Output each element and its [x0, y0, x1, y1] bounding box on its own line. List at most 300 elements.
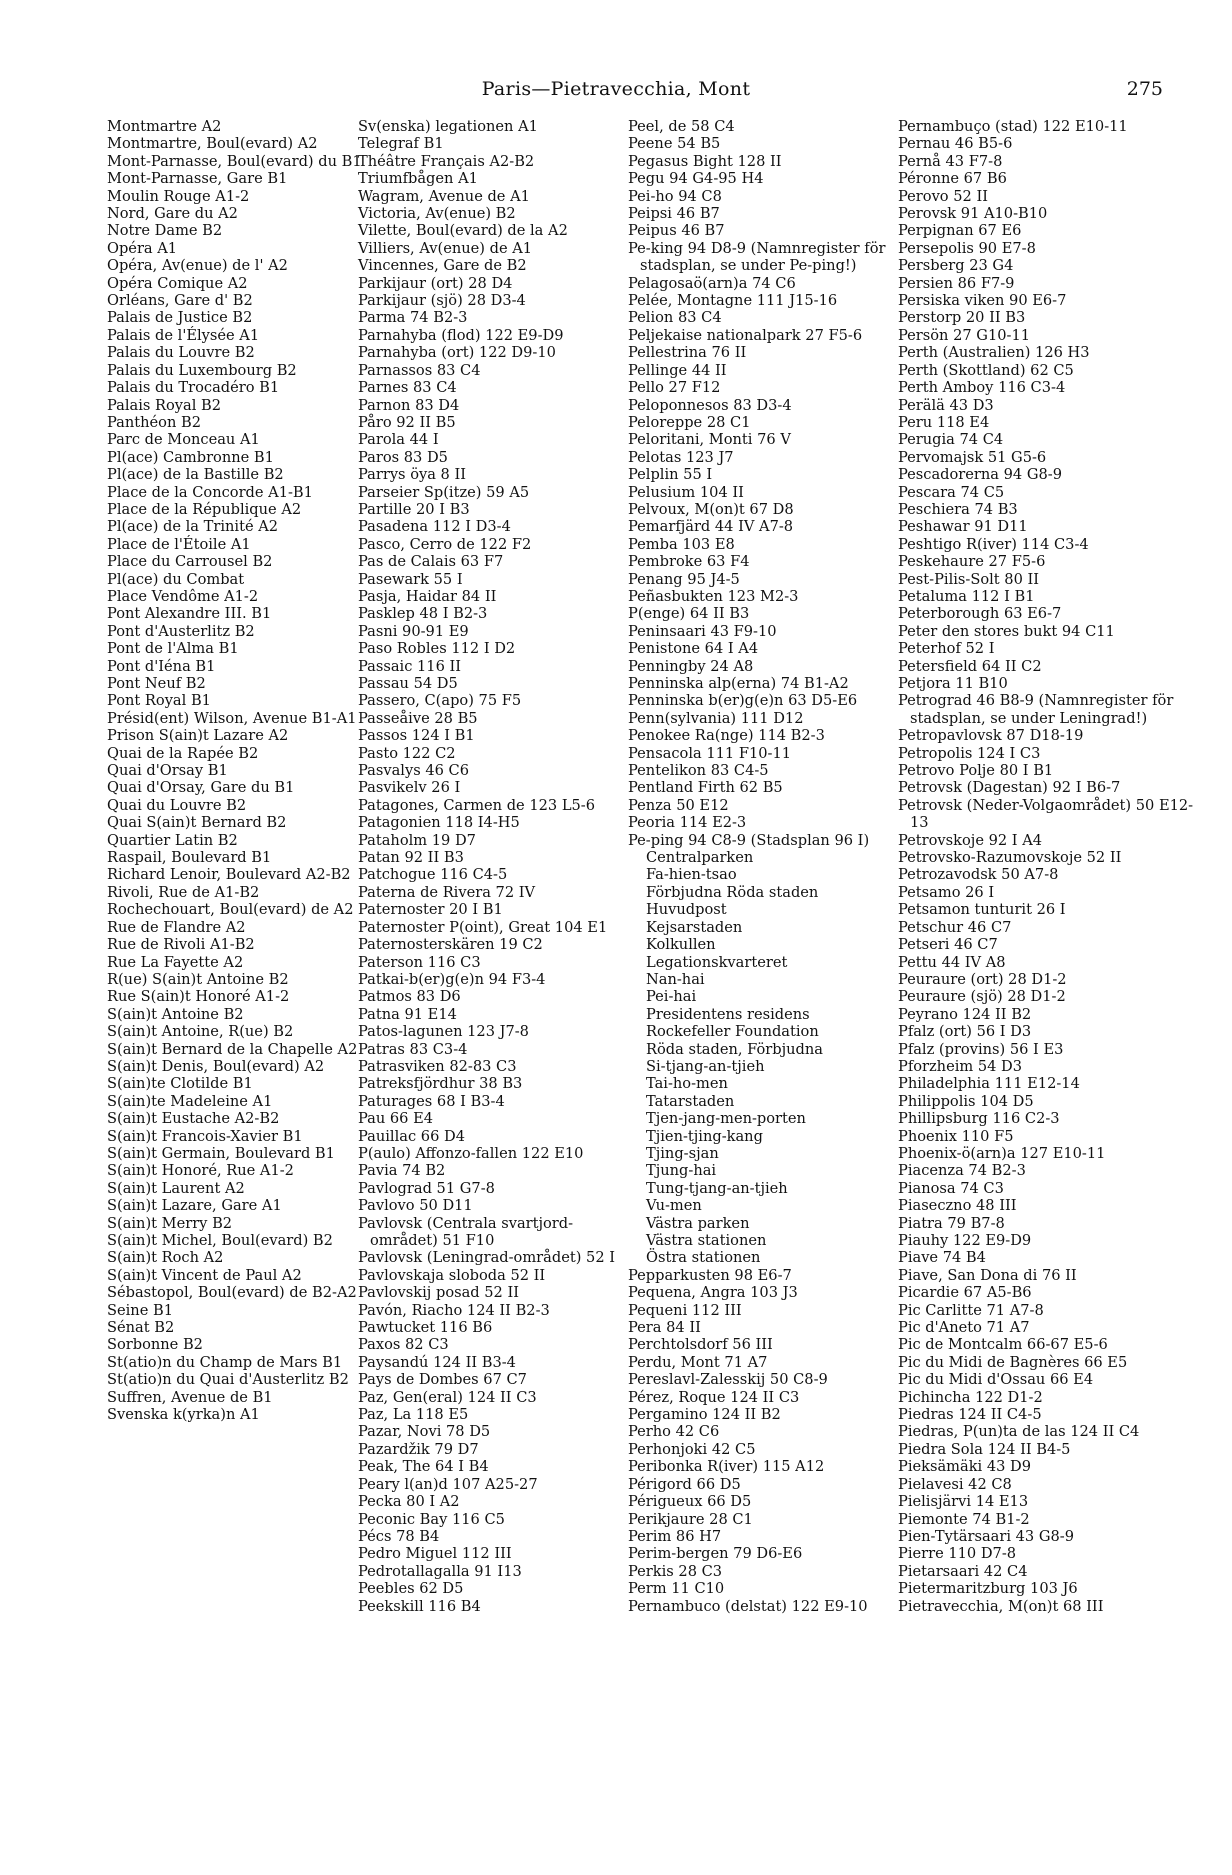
index-entry: Pembroke 63 F4 — [628, 553, 750, 571]
index-entry: Persön 27 G10-11 — [898, 326, 1031, 344]
index-entry: Perugia 74 C4 — [898, 431, 1004, 449]
index-entry: Rockefeller Foundation — [646, 1023, 819, 1041]
index-entry: Pfalz (provins) 56 I E3 — [898, 1040, 1064, 1058]
index-entry: Parnahyba (flod) 122 E9-D9 — [358, 326, 564, 344]
index-entry: S(ain)t Eustache A2-B2 — [107, 1110, 280, 1128]
index-entry: Pavlovo 50 D11 — [358, 1197, 473, 1215]
index-entry: Pasvikelv 26 I — [358, 779, 461, 797]
index-entry: Peconic Bay 116 C5 — [358, 1510, 505, 1528]
index-entry: Peloritani, Monti 76 V — [628, 431, 791, 449]
index-entry: Sénat B2 — [107, 1319, 175, 1337]
index-entry: Petsamo 26 I — [898, 883, 995, 901]
index-entry: Telegraf B1 — [358, 135, 444, 153]
index-entry: Kejsarstaden — [646, 918, 743, 936]
index-entry: Phoenix-ö(arn)a 127 E10-11 — [898, 1144, 1106, 1162]
index-entry: Perovsk 91 A10-B10 — [898, 205, 1048, 223]
index-entry: Pecka 80 I A2 — [358, 1493, 460, 1511]
index-entry: Pasklep 48 I B2-3 — [358, 605, 488, 623]
index-entry: Pest-Pilis-Solt 80 II — [898, 570, 1040, 588]
index-entry: Paysandú 124 II B3-4 — [358, 1353, 516, 1371]
index-entry: Pielisjärvi 14 E13 — [898, 1493, 1029, 1511]
index-entry: Patrasviken 82-83 C3 — [358, 1057, 517, 1075]
index-entry: Paturages 68 I B3-4 — [358, 1092, 505, 1110]
index-entry: Piatra 79 B7-8 — [898, 1214, 1005, 1232]
index-entry: Pei-ho 94 C8 — [628, 187, 722, 205]
index-entry: St(atio)n du Quai d'Austerlitz B2 — [107, 1371, 349, 1389]
index-entry: Perth Amboy 116 C3-4 — [898, 379, 1066, 397]
index-entry: Petsamon tunturit 26 I — [898, 901, 1066, 919]
index-entry: Peñasbukten 123 M2-3 — [628, 587, 799, 605]
index-entry: Patos-lagunen 123 J7-8 — [358, 1023, 529, 1041]
index-entry: Pelplin 55 I — [628, 466, 713, 484]
index-entry: Philadelphia 111 E12-14 — [898, 1075, 1080, 1093]
index-entry: Penokee Ra(nge) 114 B2-3 — [628, 727, 825, 745]
index-entry: Paz, La 118 E5 — [358, 1406, 469, 1424]
index-entry: Perovo 52 II — [898, 187, 988, 205]
index-entry: Perstorp 20 II B3 — [898, 309, 1026, 327]
index-entry: Piacenza 74 B2-3 — [898, 1162, 1026, 1180]
index-entry: Penang 95 J4-5 — [628, 570, 740, 588]
index-entry: Pataholm 19 D7 — [358, 831, 476, 849]
index-entry: Perälä 43 D3 — [898, 396, 994, 414]
index-entry: Prison S(ain)t Lazare A2 — [107, 727, 289, 745]
index-entry: Petjora 11 B10 — [898, 675, 1008, 692]
index-entry: Pettu 44 IV A8 — [898, 953, 1006, 971]
index-entry: Passero, C(apo) 75 F5 — [358, 692, 522, 710]
index-entry: Palais de l'Élysée A1 — [107, 326, 260, 344]
index-entry: Penninska b(er)g(e)n 63 D5-E6 — [628, 692, 858, 710]
index-entry: Quai S(ain)t Bernard B2 — [107, 814, 287, 832]
index-entry: Phoenix 110 F5 — [898, 1127, 1014, 1145]
index-entry: Perdu, Mont 71 A7 — [628, 1353, 768, 1371]
index-entry: S(ain)t Honoré, Rue A1-2 — [107, 1162, 294, 1180]
index-entry: Pont d'Austerlitz B2 — [107, 622, 255, 640]
index-entry: Paxos 82 C3 — [358, 1336, 449, 1354]
index-entry: Pavón, Riacho 124 II B2-3 — [358, 1301, 550, 1319]
index-entry: Pic du Midi de Bagnères 66 E5 — [898, 1353, 1128, 1371]
index-entry: Pietarsaari 42 C4 — [898, 1562, 1028, 1580]
index-entry: Pemba 103 E8 — [628, 535, 735, 553]
index-entry: Tung-tjang-an-tjieh — [646, 1179, 788, 1197]
index-entry: Patchogue 116 C4-5 — [358, 866, 508, 884]
index-entry: Peloreppe 28 C1 — [628, 413, 751, 431]
index-entry: Pervomajsk 51 G5-6 — [898, 448, 1047, 466]
index-entry: Périgueux 66 D5 — [628, 1493, 752, 1511]
index-column-2 — [358, 118, 624, 1615]
index-entry: Pavlovskaja sloboda 52 II — [358, 1266, 546, 1284]
index-entry: Petrovo Polje 80 I B1 — [898, 762, 1054, 780]
index-entry: Peak, The 64 I B4 — [358, 1458, 489, 1476]
index-entry: Parkijaur (ort) 28 D4 — [358, 274, 513, 292]
index-entry: Huvudpost — [646, 901, 727, 919]
index-entry: Östra stationen — [646, 1249, 761, 1267]
index-entry: Palais du Louvre B2 — [107, 344, 255, 362]
index-entry: Quai du Louvre B2 — [107, 796, 247, 814]
index-entry: Parnon 83 D4 — [358, 396, 460, 414]
index-entry: Tatarstaden — [646, 1092, 735, 1110]
index-entry: Påro 92 II B5 — [358, 413, 456, 431]
index-entry: Peene 54 B5 — [628, 135, 721, 153]
index-entry: Peekskill 116 B4 — [358, 1597, 481, 1615]
index-entry: Orléans, Gare d' B2 — [107, 292, 253, 310]
index-entry: Paterson 116 C3 — [358, 953, 481, 971]
index-entry: Pernambuco (delstat) 122 E9-10 — [628, 1597, 868, 1615]
index-entry: Palais du Trocadéro B1 — [107, 379, 280, 397]
index-entry: Montmartre A2 — [107, 118, 222, 135]
index-entry: Pegasus Bight 128 II — [628, 152, 782, 170]
index-entry: P(aulo) Affonzo-fallen 122 E10 — [358, 1144, 584, 1162]
index-entry: S(ain)t Lazare, Gare A1 — [107, 1197, 282, 1215]
index-entry: Petschur 46 C7 — [898, 918, 1012, 936]
index-entry: S(ain)t Michel, Boul(evard) B2 — [107, 1232, 333, 1249]
index-entry: Persberg 23 G4 — [898, 257, 1014, 275]
index-entry: Raspail, Boulevard B1 — [107, 849, 272, 867]
index-entry: Palais Royal B2 — [107, 396, 222, 414]
index-entry: Perho 42 C6 — [628, 1423, 720, 1441]
index-entry: Périgord 66 D5 — [628, 1475, 741, 1493]
index-entry: Sébastopol, Boul(evard) de B2-A2 — [107, 1284, 357, 1302]
running-title: Paris—Pietravecchia, Mont — [481, 78, 751, 100]
index-entry: Patkai-b(er)g(e)n 94 F3-4 — [358, 970, 546, 988]
index-entry: Passos 124 I B1 — [358, 727, 475, 745]
index-entry: Pérez, Roque 124 II C3 — [628, 1388, 800, 1406]
index-entry: Peninsaari 43 F9-10 — [628, 622, 777, 640]
index-entry: Passeåive 28 B5 — [358, 709, 478, 727]
index-entry: Pavlovsk (Centrala svartjord-området) 51 F10 — [358, 1214, 574, 1249]
index-entry: Pécs 78 B4 — [358, 1527, 440, 1545]
index-entry: Pasni 90-91 E9 — [358, 622, 469, 640]
index-entry: Pont d'Iéna B1 — [107, 657, 216, 675]
index-entry: Pei-hai — [646, 988, 697, 1006]
index-entry: Opéra Comique A2 — [107, 274, 248, 292]
index-entry: Tjing-sjan — [646, 1144, 719, 1162]
index-entry: Place de la République A2 — [107, 500, 302, 518]
index-entry: Pernå 43 F7-8 — [898, 152, 1003, 170]
index-entry: Richard Lenoir, Boulevard A2-B2 — [107, 866, 351, 884]
index-entry: Petropolis 124 I C3 — [898, 744, 1041, 762]
index-entry: Philippolis 104 D5 — [898, 1092, 1034, 1110]
index-entry: Peribonka R(iver) 115 A12 — [628, 1458, 825, 1476]
index-entry: Penningby 24 A8 — [628, 657, 754, 675]
index-entry: Pic Carlitte 71 A7-8 — [898, 1301, 1044, 1319]
index-entry: Pescara 74 C5 — [898, 483, 1005, 501]
index-entry: Patan 92 II B3 — [358, 849, 464, 867]
index-entry: Peyrano 124 II B2 — [898, 1005, 1032, 1023]
index-entry: Tjen-jang-men-porten — [646, 1110, 806, 1128]
index-entry: Penn(sylvania) 111 D12 — [628, 709, 804, 727]
index-entry: Sv(enska) legationen A1 — [358, 118, 538, 135]
index-entry: Perhonjoki 42 C5 — [628, 1440, 756, 1458]
index-entry: Piedra Sola 124 II B4-5 — [898, 1440, 1071, 1458]
index-entry: Patras 83 C3-4 — [358, 1040, 468, 1058]
index-entry: S(ain)t Vincent de Paul A2 — [107, 1266, 302, 1284]
index-entry: Pelion 83 C4 — [628, 309, 722, 327]
index-entry: Quartier Latin B2 — [107, 831, 238, 849]
index-entry: Persien 86 F7-9 — [898, 274, 1015, 292]
index-entry: Pl(ace) du Combat — [107, 570, 245, 588]
index-entry: Patna 91 E14 — [358, 1005, 457, 1023]
index-entry: Penza 50 E12 — [628, 796, 729, 814]
index-entry: Place Vendôme A1-2 — [107, 587, 259, 605]
index-entry: Patmos 83 D6 — [358, 988, 461, 1006]
index-entry: Si-tjang-an-tjieh — [646, 1057, 765, 1075]
index-entry: Pl(ace) de la Bastille B2 — [107, 466, 284, 484]
index-entry: Quai d'Orsay B1 — [107, 762, 228, 780]
index-entry: Pernau 46 B5-6 — [898, 135, 1013, 153]
index-entry: Pelvoux, M(on)t 67 D8 — [628, 500, 794, 518]
index-entry: Pedro Miguel 112 III — [358, 1545, 512, 1563]
index-entry: Mont-Parnasse, Boul(evard) du B1 — [107, 152, 362, 170]
index-entry: Pellinge 44 II — [628, 361, 727, 379]
index-entry: Présid(ent) Wilson, Avenue B1-A1 — [107, 709, 357, 727]
index-entry: Perth (Skottland) 62 C5 — [898, 361, 1074, 379]
index-entry: Victoria, Av(enue) B2 — [358, 205, 516, 223]
index-entry: Rue de Flandre A2 — [107, 918, 246, 936]
index-entry: Pforzheim 54 D3 — [898, 1057, 1023, 1075]
index-entry: Peuraure (sjö) 28 D1-2 — [898, 988, 1066, 1006]
index-entry: Pelusium 104 II — [628, 483, 744, 501]
index-entry: Västra parken — [646, 1214, 750, 1232]
index-entry: Parma 74 B2-3 — [358, 309, 468, 327]
index-entry: Pl(ace) Cambronne B1 — [107, 448, 274, 466]
index-entry: Pera 84 II — [628, 1319, 701, 1337]
index-entry: Västra stationen — [646, 1232, 767, 1249]
index-entry: Pescadorerna 94 G8-9 — [898, 466, 1062, 484]
index-entry: Pasadena 112 I D3-4 — [358, 518, 511, 536]
index-entry: Svenska k(yrka)n A1 — [107, 1406, 260, 1424]
index-entry: Pawtucket 116 B6 — [358, 1319, 493, 1337]
index-entry: Théâtre Français A2-B2 — [358, 152, 535, 170]
index-entry: Pelée, Montagne 111 J15-16 — [628, 292, 838, 310]
index-entry: Legationskvarteret — [646, 953, 788, 971]
index-entry: Picardie 67 A5-B6 — [898, 1284, 1032, 1302]
index-entry: S(ain)t Roch A2 — [107, 1249, 224, 1267]
index-entry: Petrograd 46 B8-9 (Namnregister för stadsplan, se under Leningrad!) — [898, 692, 1174, 727]
index-entry: Opéra A1 — [107, 239, 178, 257]
index-entry: Perm 11 C10 — [628, 1580, 725, 1598]
index-entry: Pereslavl-Zalesskij 50 C8-9 — [628, 1371, 828, 1389]
index-entry: Peel, de 58 C4 — [628, 118, 735, 135]
index-entry: Peloponnesos 83 D3-4 — [628, 396, 792, 414]
index-entry: Perim 86 H7 — [628, 1527, 722, 1545]
index-entry: Perkis 28 C3 — [628, 1562, 723, 1580]
index-entry: Peljekaise nationalpark 27 F5-6 — [628, 326, 863, 344]
index-entry: S(ain)t Merry B2 — [107, 1214, 233, 1232]
index-entry: Pergamino 124 II B2 — [628, 1406, 781, 1424]
index-entry: Piedras, P(un)ta de las 124 II C4 — [898, 1423, 1140, 1441]
index-entry: Pegu 94 G4-95 H4 — [628, 170, 764, 188]
index-entry: Pau 66 E4 — [358, 1110, 434, 1128]
index-entry: Péronne 67 B6 — [898, 170, 1007, 188]
index-entry: Pasvalys 46 C6 — [358, 762, 469, 780]
index-entry: Pasto 122 C2 — [358, 744, 456, 762]
index-entry: Pellestrina 76 II — [628, 344, 747, 362]
index-entry: Paternosterskären 19 C2 — [358, 936, 543, 954]
page-number: 275 — [1126, 78, 1163, 100]
index-entry: Pequena, Angra 103 J3 — [628, 1284, 798, 1302]
index-entry: Peuraure (ort) 28 D1-2 — [898, 970, 1067, 988]
index-entry: Pepparkusten 98 E6-7 — [628, 1266, 792, 1284]
index-entry: Röda staden, Förbjudna — [646, 1040, 823, 1058]
index-entry: Penninska alp(erna) 74 B1-A2 — [628, 675, 849, 692]
index-entry: Pont Neuf B2 — [107, 675, 206, 692]
index-entry: Paz, Gen(eral) 124 II C3 — [358, 1388, 537, 1406]
index-entry: Piave, San Dona di 76 II — [898, 1266, 1077, 1284]
index-entry: P(enge) 64 II B3 — [628, 605, 750, 623]
index-entry: Nan-hai — [646, 970, 705, 988]
index-column-4 — [898, 118, 1198, 1615]
index-entry: Pe-ping 94 C8-9 (Stadsplan 96 I) — [628, 831, 870, 849]
index-entry: Passau 54 D5 — [358, 675, 458, 692]
index-entry: Peter den stores bukt 94 C11 — [898, 622, 1115, 640]
index-entry: Penistone 64 I A4 — [628, 640, 759, 658]
index-entry: Place du Carrousel B2 — [107, 553, 273, 571]
index-entry: Wagram, Avenue de A1 — [358, 187, 530, 205]
index-entry: Pe-king 94 D8-9 (Namnregister för stadsplan, se under Pe-ping!) — [628, 239, 886, 275]
index-entry: Kolkullen — [646, 936, 716, 954]
index-entry: Palais du Luxembourg B2 — [107, 361, 297, 379]
index-entry: Pic du Midi d'Ossau 66 E4 — [898, 1371, 1094, 1389]
index-entry: Pelagosaö(arn)a 74 C6 — [628, 274, 796, 292]
index-entry: Persiska viken 90 E6-7 — [898, 292, 1067, 310]
index-entry: Parkijaur (sjö) 28 D3-4 — [358, 292, 526, 310]
index-entry: Pazar, Novi 78 D5 — [358, 1423, 491, 1441]
index-entry: Opéra, Av(enue) de l' A2 — [107, 257, 288, 275]
index-entry: Mont-Parnasse, Gare B1 — [107, 170, 288, 188]
index-entry: Pedrotallagalla 91 I13 — [358, 1562, 522, 1580]
index-entry: Paterna de Rivera 72 IV — [358, 883, 536, 901]
index-entry: Pernambuço (stad) 122 E10-11 — [898, 118, 1128, 135]
index-entry: Place de l'Étoile A1 — [107, 535, 251, 553]
index-entry: Petrovsko-Razumovskoje 52 II — [898, 849, 1122, 867]
index-entry: Rue S(ain)t Honoré A1-2 — [107, 988, 290, 1006]
index-entry: Peary l(an)d 107 A25-27 — [358, 1475, 538, 1493]
index-entry: Paternoster 20 I B1 — [358, 901, 503, 919]
index-entry: Rue de Rivoli A1-B2 — [107, 936, 255, 954]
index-entry: Petrozavodsk 50 A7-8 — [898, 866, 1059, 884]
index-entry: Pfalz (ort) 56 I D3 — [898, 1023, 1032, 1041]
index-entry: Quai d'Orsay, Gare du B1 — [107, 779, 295, 797]
index-entry: S(ain)te Madeleine A1 — [107, 1092, 273, 1110]
index-entry: Parola 44 I — [358, 431, 439, 449]
index-entry: Pavlograd 51 G7-8 — [358, 1179, 495, 1197]
index-entry: Pielavesi 42 C8 — [898, 1475, 1012, 1493]
index-entry: S(ain)t Antoine, R(ue) B2 — [107, 1023, 294, 1041]
index-entry: Pauillac 66 D4 — [358, 1127, 465, 1145]
index-entry: Centralparken — [646, 849, 754, 867]
index-entry: Pierre 110 D7-8 — [898, 1545, 1017, 1563]
index-entry: Pietravecchia, M(on)t 68 III — [898, 1597, 1104, 1615]
index-entry: Tjung-hai — [646, 1162, 717, 1180]
index-entry: Peoria 114 E2-3 — [628, 814, 747, 832]
index-entry: Partille 20 I B3 — [358, 500, 470, 518]
index-entry: Patagones, Carmen de 123 L5-6 — [358, 796, 596, 814]
index-entry: Peshtigo R(iver) 114 C3-4 — [898, 535, 1089, 553]
index-entry: Rivoli, Rue de A1-B2 — [107, 883, 260, 901]
index-entry: Pasja, Haidar 84 II — [358, 587, 497, 605]
index-entry: Pasewark 55 I — [358, 570, 463, 588]
index-entry: Peshawar 91 D11 — [898, 518, 1028, 536]
index-entry: Panthéon B2 — [107, 413, 201, 431]
index-entry: Pont Alexandre III. B1 — [107, 605, 272, 623]
index-entry: S(ain)t Laurent A2 — [107, 1179, 245, 1197]
index-entry: Peru 118 E4 — [898, 413, 990, 431]
index-entry: Patagonien 118 I4-H5 — [358, 814, 520, 832]
index-entry: S(ain)t Bernard de la Chapelle A2 — [107, 1040, 358, 1058]
index-entry: Pont Royal B1 — [107, 692, 211, 710]
index-entry: Perpignan 67 E6 — [898, 222, 1022, 240]
index-entry: Paternoster P(oint), Great 104 E1 — [358, 918, 608, 936]
index-entry: Peipsi 46 B7 — [628, 205, 720, 223]
index-entry: R(ue) S(ain)t Antoine B2 — [107, 970, 289, 988]
index-entry: Förbjudna Röda staden — [646, 883, 819, 901]
index-entry: Petseri 46 C7 — [898, 936, 998, 954]
index-entry: Peebles 62 D5 — [358, 1580, 464, 1598]
index-entry: Parrys öya 8 II — [358, 466, 467, 484]
index-entry: Pays de Dombes 67 C7 — [358, 1371, 527, 1389]
index-entry: Parnassos 83 C4 — [358, 361, 481, 379]
index-entry: Vincennes, Gare de B2 — [358, 257, 527, 275]
index-entry: Pietermaritzburg 103 J6 — [898, 1580, 1078, 1598]
index-entry: Petropavlovsk 87 D18-19 — [898, 727, 1084, 745]
index-entry: S(ain)t Denis, Boul(evard) A2 — [107, 1057, 325, 1075]
index-entry: Pensacola 111 F10-11 — [628, 744, 792, 762]
index-entry: Nord, Gare du A2 — [107, 205, 238, 223]
index-entry: Vilette, Boul(evard) de la A2 — [358, 222, 568, 240]
index-entry: Pic de Montcalm 66-67 E5-6 — [898, 1336, 1108, 1354]
index-entry: Pavlovskij posad 52 II — [358, 1284, 520, 1302]
index-entry: Pl(ace) de la Trinité A2 — [107, 518, 279, 536]
index-entry: Patreksfjördhur 38 B3 — [358, 1075, 523, 1093]
index-entry: S(ain)t Antoine B2 — [107, 1005, 244, 1023]
index-entry: Parc de Monceau A1 — [107, 431, 260, 449]
index-entry: Villiers, Av(enue) de A1 — [358, 239, 533, 257]
index-entry: Presidentens residens — [646, 1005, 810, 1023]
index-entry: Quai de la Rapée B2 — [107, 744, 259, 762]
index-entry: Pieksämäki 43 D9 — [898, 1458, 1032, 1476]
index-entry: Pas de Calais 63 F7 — [358, 553, 504, 571]
index-entry: Rochechouart, Boul(evard) de A2 — [107, 901, 354, 919]
index-entry: Pont de l'Alma B1 — [107, 640, 239, 658]
index-entry: Tjien-tjing-kang — [646, 1127, 763, 1145]
index-entry: Sorbonne B2 — [107, 1336, 203, 1354]
index-entry: Perikjaure 28 C1 — [628, 1510, 753, 1528]
index-entry: S(ain)t Germain, Boulevard B1 — [107, 1144, 335, 1162]
page-header — [0, 78, 1232, 102]
index-entry: Pentland Firth 62 B5 — [628, 779, 783, 797]
index-entry: Vu-men — [646, 1197, 702, 1215]
index-entry: Seine B1 — [107, 1301, 173, 1319]
index-entry: Peterhof 52 I — [898, 640, 995, 658]
index-entry: Place de la Concorde A1-B1 — [107, 483, 313, 501]
index-entry: Perth (Australien) 126 H3 — [898, 344, 1090, 362]
index-entry: Pianosa 74 C3 — [898, 1179, 1004, 1197]
index-entry: Parseier Sp(itze) 59 A5 — [358, 483, 530, 501]
index-entry: S(ain)t Francois-Xavier B1 — [107, 1127, 303, 1145]
index-entry: Petrovsk (Dagestan) 92 I B6-7 — [898, 779, 1121, 797]
index-entry: Piedras 124 II C4-5 — [898, 1406, 1042, 1424]
index-entry: Peskehaure 27 F5-6 — [898, 553, 1046, 571]
index-entry: Pichincha 122 D1-2 — [898, 1388, 1043, 1406]
index-entry: Pazardžik 79 D7 — [358, 1440, 479, 1458]
index-entry: Montmartre, Boul(evard) A2 — [107, 135, 318, 153]
index-entry: Perim-bergen 79 D6-E6 — [628, 1545, 803, 1563]
index-entry: Parnahyba (ort) 122 D9-10 — [358, 344, 556, 362]
index-entry: Fa-hien-tsao — [646, 866, 737, 884]
index-column-1 — [107, 118, 373, 1423]
index-entry: Piave 74 B4 — [898, 1249, 986, 1267]
index-entry: Paros 83 D5 — [358, 448, 448, 466]
